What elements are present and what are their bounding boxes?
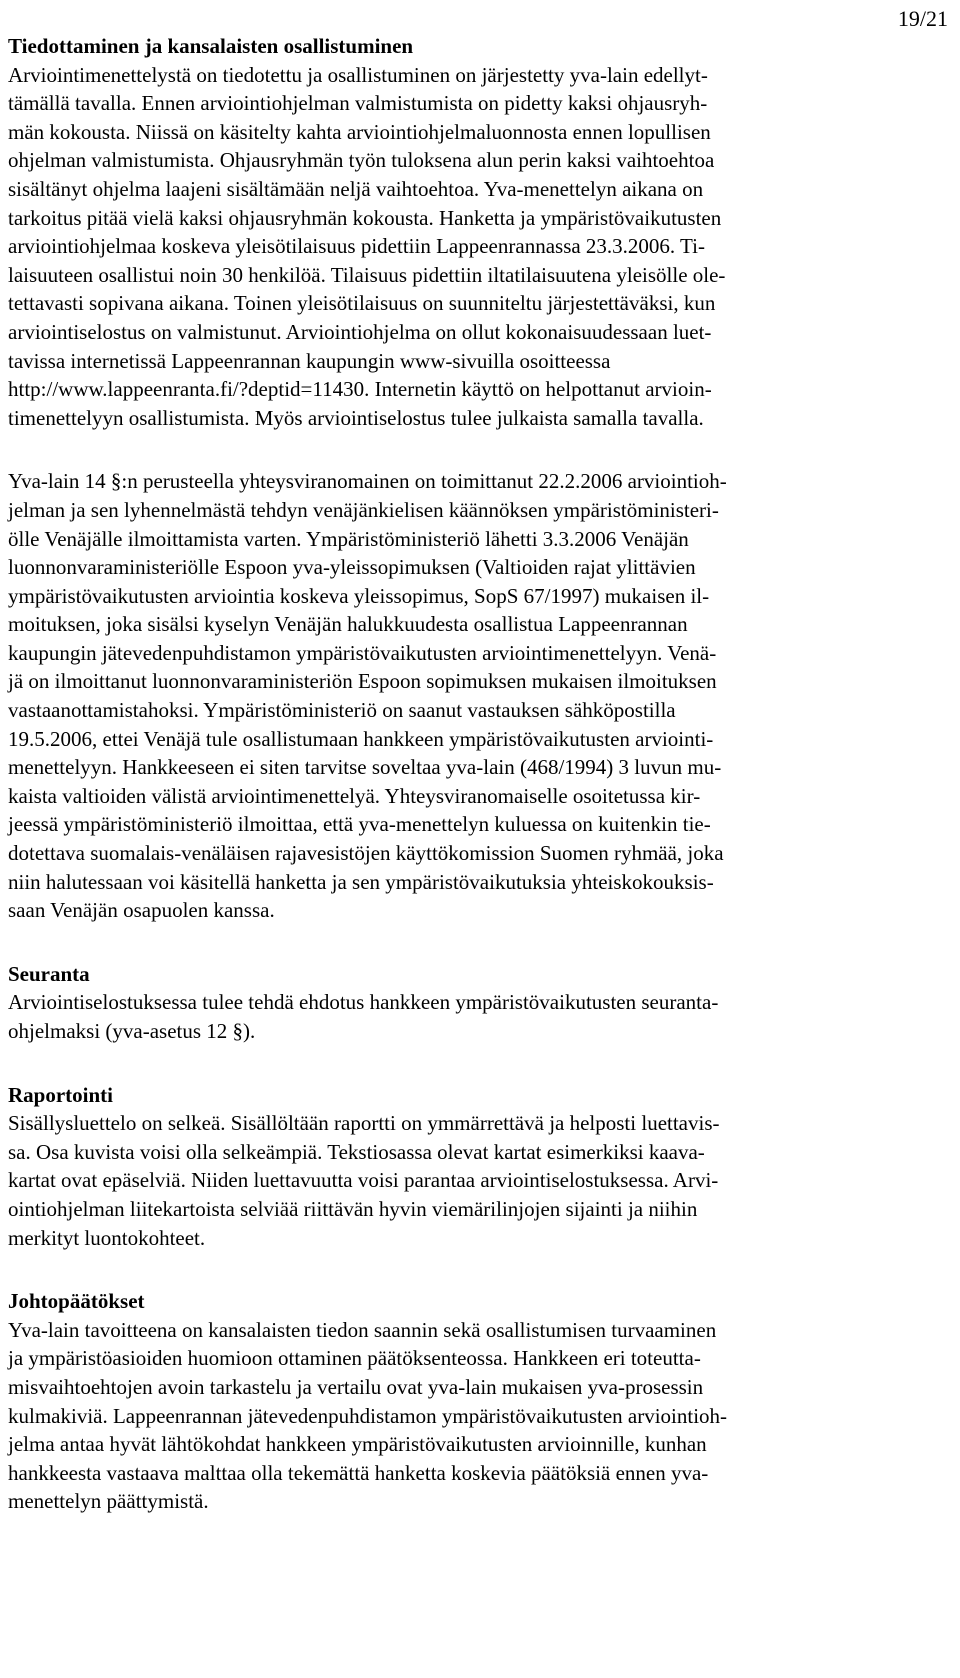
paragraph-line: kaupungin jätevedenpuhdistamon ympäristövaikutusten arviointimenettelyyn. Venä- — [8, 640, 717, 665]
paragraph-spacer — [8, 1046, 948, 1081]
paragraph-line: menettelyn päättymistä. — [8, 1489, 209, 1514]
section-reporting — [8, 1081, 948, 1253]
paragraph-line: arviointiohjelmaa koskeva yleisötilaisuus pidettiin Lappeenrannassa 23.3.2006. Ti- — [8, 234, 705, 259]
paragraph-line: kulmakiviä. Lappeenrannan jätevedenpuhdistamon ympäristövaikutusten arviointioh- — [8, 1403, 728, 1428]
paragraph-line: saan Venäjän osapuolen kanssa. — [8, 898, 275, 923]
paragraph-line: arviointiselostus on valmistunut. Arviointiohjelma on ollut kokonaisuudessaan luet- — [8, 319, 712, 344]
section-heading: Johtopäätökset — [8, 1289, 145, 1314]
paragraph-line: Yva-lain tavoitteena on kansalaisten tiedon saannin sekä osallistumisen turvaaminen — [8, 1317, 717, 1342]
paragraph-spacer — [8, 1252, 948, 1287]
paragraph-line: Arviointiselostuksessa tulee tehdä ehdotus hankkeen ympäristövaikutusten seuranta- — [8, 990, 719, 1015]
paragraph-line: moituksen, joka sisälsi kyselyn Venäjän halukkuudesta osallistua Lappeenrannan — [8, 612, 688, 637]
section-heading: Raportointi — [8, 1082, 113, 1107]
paragraph-line: dotettava suomalais-venäläisen rajavesistöjen käyttökomission Suomen ryhmää, joka — [8, 841, 724, 866]
paragraph-line: Yva-lain 14 §:n perusteella yhteysviranomainen on toimittanut 22.2.2006 arviointioh- — [8, 469, 727, 494]
section-heading: Seuranta — [8, 961, 90, 986]
paragraph-line: ohjelman valmistumista. Ohjausryhmän työn tuloksena alun perin kaksi vaihtoehtoa — [8, 148, 715, 173]
paragraph-line: menettelyyn. Hankkeeseen ei siten tarvitse soveltaa yva-lain (468/1994) 3 luvun mu- — [8, 755, 722, 780]
paragraph-line: kartat ovat epäselviä. Niiden luettavuutta voisi parantaa arviointiselostuksessa. Arvi- — [8, 1168, 719, 1193]
paragraph-line: tavissa internetissä Lappeenrannan kaupungin www-sivuilla osoitteessa — [8, 348, 611, 373]
page-number: 19/21 — [897, 6, 948, 31]
paragraph-line: http://www.lappeenranta.fi/?deptid=11430. Internetin käyttö on helpottanut arvioin- — [8, 377, 712, 402]
paragraph-line: ointiohjelman liitekartoista selviää riittävän hyvin viemärilinjojen sijainti ja niihin — [8, 1196, 698, 1221]
paragraph-line: tämällä tavalla. Ennen arviointiohjelman valmistumista on pidetty kaksi ohjausryh- — [8, 91, 708, 116]
document-body — [8, 32, 948, 1516]
paragraph-line: 19.5.2006, ettei Venäjä tule osallistumaan hankkeen ympäristövaikutusten arviointi- — [8, 726, 714, 751]
paragraph-line: vastaanottamistahoksi. Ympäristöministeriö on saanut vastauksen sähköpostilla — [8, 698, 676, 723]
paragraph-line: merkityt luontokohteet. — [8, 1225, 206, 1250]
paragraph-line: ohjelmaksi (yva-asetus 12 §). — [8, 1019, 256, 1043]
paragraph-line: timenettelyyn osallistumista. Myös arviointiselostus tulee julkaista samalla tavalla. — [8, 405, 704, 430]
paragraph-line: misvaihtoehtojen avoin tarkastelu ja vertailu ovat yva-lain mukaisen yva-prosessin — [8, 1374, 704, 1399]
paragraph-line: ympäristövaikutusten arviointia koskeva yleissopimus, SopS 67/1997) mukaisen il- — [8, 583, 710, 608]
paragraph-line: jelman ja sen lyhennelmästä tehdyn venäjänkielisen käännöksen ympäristöministeri- — [8, 497, 719, 522]
paragraph-line: sisältänyt ohjelma laajeni sisältämään neljä vaihtoehtoa. Yva-menettelyn aikana on — [8, 176, 704, 201]
paragraph-line: kaista valtioiden välistä arviointimenettelyä. Yhteysviranomaiselle osoitetussa kir- — [8, 783, 701, 808]
paragraph-line: luonnonvaraministeriölle Espoon yva-yleissopimuksen (Valtioiden rajat ylittävien — [8, 555, 696, 580]
section-monitoring — [8, 960, 948, 1046]
section-heading: Tiedottaminen ja kansalaisten osallistuminen — [8, 34, 414, 58]
paragraph-line: niin halutessaan voi käsitellä hanketta ja sen ympäristövaikutuksia yhteiskokouksis- — [8, 869, 714, 894]
paragraph-line: hankkeesta vastaava malttaa olla tekemättä hanketta koskevia päätöksiä ennen yva- — [8, 1460, 709, 1485]
section-participation — [8, 32, 948, 432]
paragraph-line: tarkoitus pitää vielä kaksi ohjausryhmän kokousta. Hanketta ja ympäristövaikutusten — [8, 205, 722, 230]
paragraph-line: jelma antaa hyvät lähtökohdat hankkeen ympäristövaikutusten arvioinnille, kunhan — [8, 1432, 707, 1457]
section-conclusions — [8, 1287, 948, 1516]
paragraph-line: tettavasti sopivana aikana. Toinen yleisötilaisuus on suunniteltu järjestettäväksi, kun — [8, 291, 716, 316]
paragraph-line: ja ympäristöasioiden huomioon ottaminen päätöksenteossa. Hankkeen eri toteutta- — [8, 1346, 701, 1371]
paragraph-line: män kokousta. Niissä on käsitelty kahta arviointiohjelmaluonnosta ennen lopullisen — [8, 119, 711, 144]
paragraph-line: Sisällysluettelo on selkeä. Sisällöltään raportti on ymmärrettävä ja helposti luettavis- — [8, 1111, 720, 1136]
paragraph-spacer — [8, 925, 948, 960]
paragraph-line: sa. Osa kuvista voisi olla selkeämpiä. Tekstiosassa olevat kartat esimerkiksi kaava- — [8, 1139, 705, 1164]
paragraph-spacer — [8, 432, 948, 467]
paragraph-line: jeessä ympäristöministeriö ilmoittaa, että yva-menettelyn kuluessa on kuitenkin tie- — [8, 812, 711, 837]
paragraph-line: ölle Venäjälle ilmoittamista varten. Ympäristöministeriö lähetti 3.3.2006 Venäjän — [8, 526, 689, 551]
paragraph-line: Arviointimenettelystä on tiedotettu ja osallistuminen on järjestetty yva-lain edellyt- — [8, 62, 708, 87]
paragraph-line: jä on ilmoittanut luonnonvaraministeriön Espoon sopimuksen mukaisen ilmoituksen — [8, 669, 717, 694]
paragraph-line: laisuuteen osallistui noin 30 henkilöä. Tilaisuus pidettiin iltatilaisuutena yleisölle ole- — [8, 262, 726, 287]
section-espoo-convention — [8, 467, 948, 925]
